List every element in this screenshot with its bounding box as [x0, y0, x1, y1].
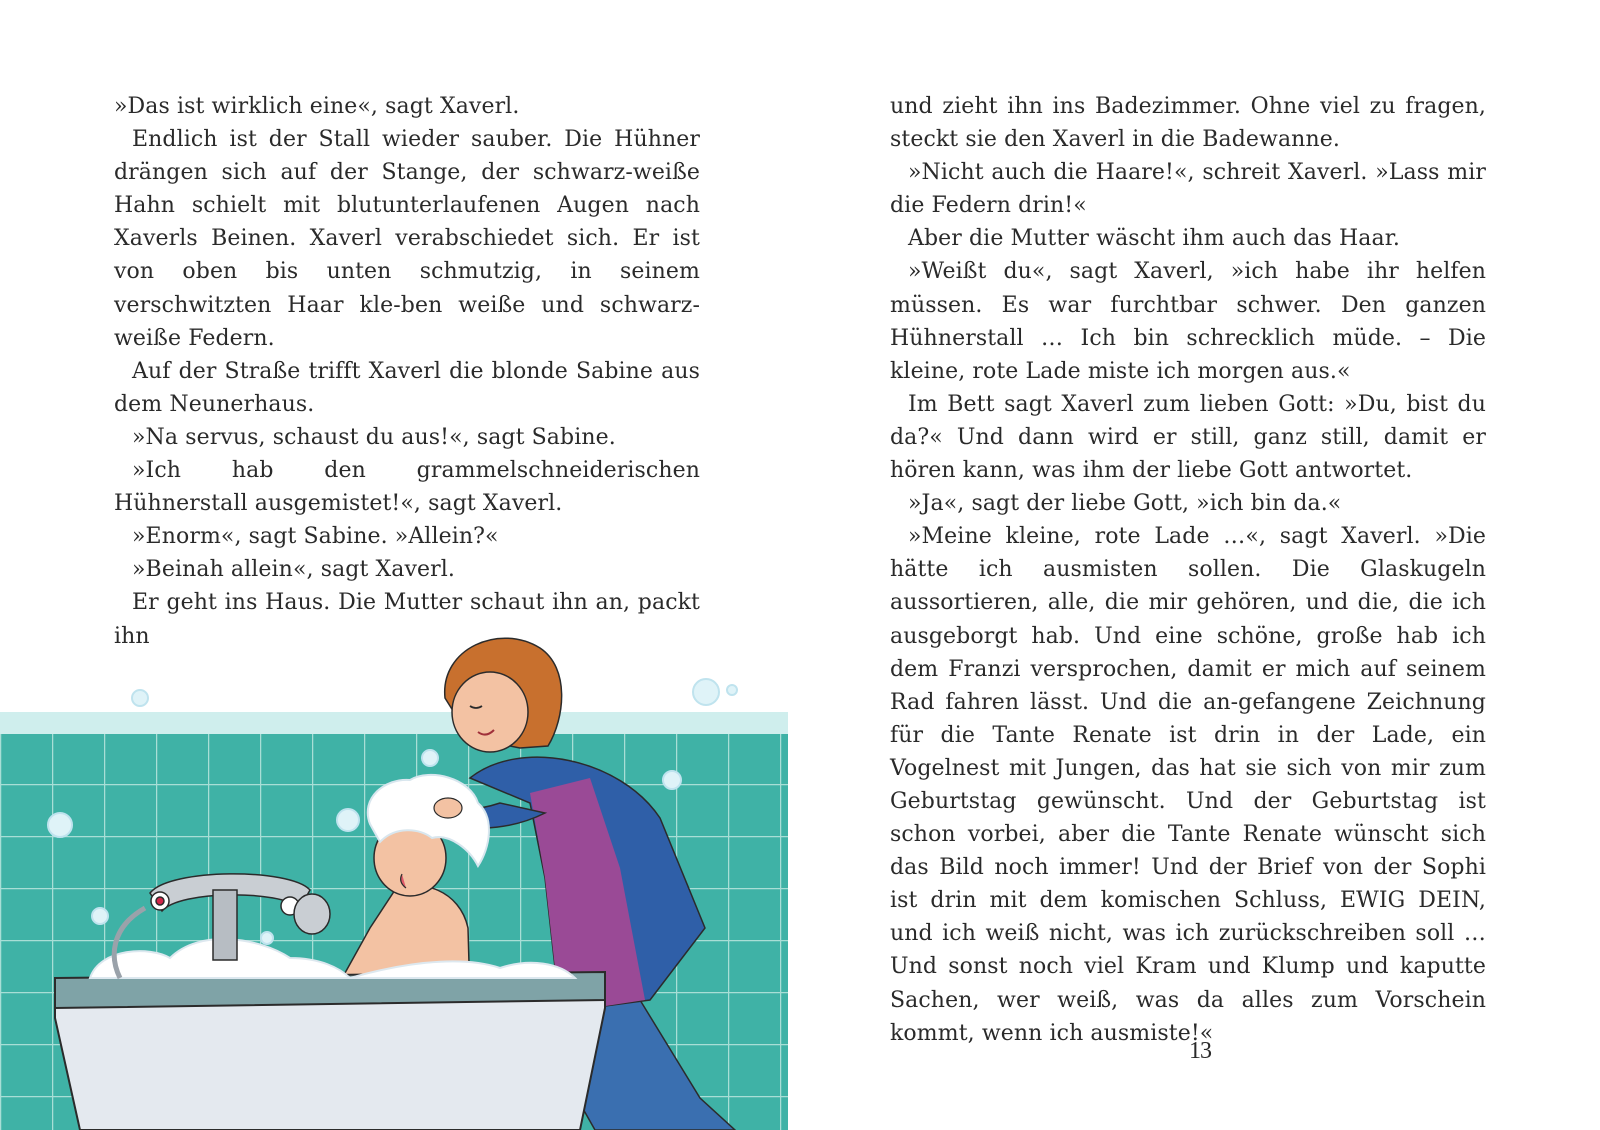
paragraph: Auf der Straße trifft Xaverl die blonde Sabine aus dem Neunerhaus.	[114, 358, 700, 417]
paragraph: »Das ist wirklich eine«, sagt Xaverl.	[114, 94, 520, 119]
paragraph: Aber die Mutter wäscht ihm auch das Haar.	[908, 226, 1401, 252]
right-text-column	[890, 90, 1486, 1050]
left-text-column	[114, 90, 700, 653]
page-number: 13	[1189, 1038, 1211, 1064]
paragraph: Im Bett sagt Xaverl zum lieben Gott: »Du, bist du da?« Und dann wird er still, ganz still, damit er hören kann, was ihm der liebe Gott antwortet.	[890, 391, 1486, 484]
paragraph: »Beinah allein«, sagt Xaverl.	[132, 557, 455, 583]
tile-ledge	[0, 712, 788, 734]
paragraph: »Enorm«, sagt Sabine. »Allein?«	[132, 524, 499, 550]
bath-illustration	[0, 628, 800, 1130]
paragraph: »Weißt du«, sagt Xaverl, »ich habe ihr helfen müssen. Es war furchtbar schwer. Den ganzen Hühnerstall … Ich bin schrecklich müde. – Die kleine, rote Lade miste ich morgen aus.«	[890, 259, 1486, 384]
paragraph: »Na servus, schaust du aus!«, sagt Sabine.	[132, 424, 616, 450]
paragraph: »Nicht auch die Haare!«, schreit Xaverl. »Lass mir die Federn drin!«	[890, 160, 1486, 219]
paragraph: »Meine kleine, rote Lade …«, sagt Xaverl. »Die hätte ich ausmisten sollen. Die Glaskugeln aussortieren, alle, die mir gehören, und die, die ich ausgeborgt hab. Und eine schöne, große hab ich dem Franzi versprochen, damit er mich auf seinem Rad fahren lässt. Und die an-gefangene Zeichnung für die Tante Renate ist drin in der Lade, ein Vogelnest mit Jungen, das hat sie sich von mir zum Geburtstag gewünscht. Und der Geburtstag ist schon vorbei, aber die Tante Renate wünscht sich das Bild noch immer! Und der Brief von der Sophi ist drin mit dem komischen Schluss, EWIG DEIN, und ich weiß nicht, was ich zurückschreiben soll … Und sonst noch viel Kram und Klump und kaputte Sachen, wer weiß, was da alles zum Vorschein kommt, wenn ich ausmiste!«	[890, 524, 1486, 1046]
paragraph: »Ja«, sagt der liebe Gott, »ich bin da.«	[908, 491, 1342, 517]
paragraph: Endlich ist der Stall wieder sauber. Die Hühner drängen sich auf der Stange, der schwarz-weiße Hahn schielt mit blutunterlaufenen Augen nach Xaverls Beinen. Xaverl verabschiedet sich. Er ist von oben bis unten schmutzig, in seinem verschwitzten Haar kle-ben weiße und schwarz-weiße Federn.	[114, 127, 700, 351]
paragraph: und zieht ihn ins Badezimmer. Ohne viel zu fragen, steckt sie den Xaverl in die Badewanne.	[890, 94, 1486, 153]
right-page	[800, 0, 1600, 1130]
mother-face	[452, 672, 528, 752]
paragraph: Er geht ins Haus. Die Mutter schaut ihn an, packt ihn	[114, 590, 700, 649]
mother-hand	[434, 798, 462, 818]
paragraph: »Ich hab den grammelschneiderischen Hühnerstall ausgemistet!«, sagt Xaverl.	[114, 458, 700, 517]
